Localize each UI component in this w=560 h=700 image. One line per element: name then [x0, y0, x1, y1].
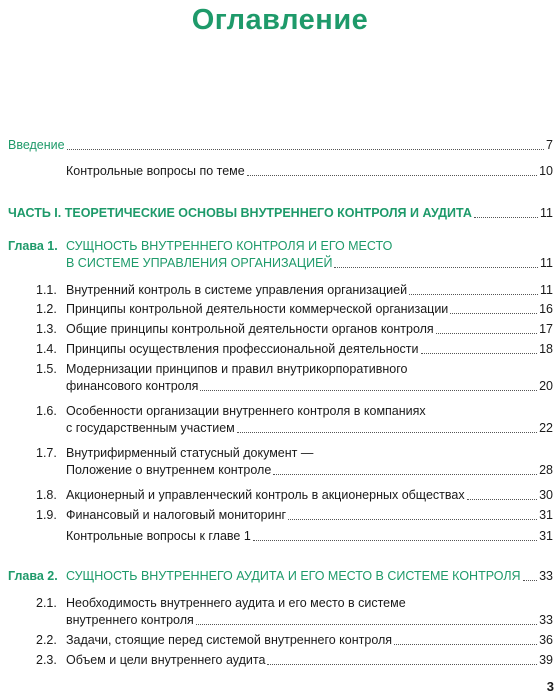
toc-page-number: 36: [539, 633, 553, 647]
toc-entry-section-1-7-line1[interactable]: [36, 446, 313, 461]
toc-page-number: 30: [539, 488, 553, 502]
toc-entry-chapter-2[interactable]: [66, 569, 553, 584]
section-number: 1.1.: [36, 283, 57, 297]
toc-entry-section-1-5[interactable]: [66, 379, 553, 394]
toc-entry-label: Контрольные вопросы по теме: [66, 164, 245, 178]
dot-leader: [196, 624, 537, 625]
section-number: 1.6.: [36, 404, 57, 418]
dot-leader: [253, 540, 537, 541]
toc-entry-section-1-3[interactable]: [36, 322, 553, 337]
toc-entry-section-1-6-line1[interactable]: [36, 404, 426, 419]
section-title: Внутренний контроль в системе управления организацией: [66, 283, 408, 297]
section-title-cont: с государственным участием: [66, 421, 235, 435]
toc-entry-section-1-4[interactable]: [36, 342, 553, 357]
toc-entry-section-1-8[interactable]: [36, 488, 553, 503]
toc-entry-section-2-3[interactable]: [36, 653, 553, 668]
toc-entry-label: Введение: [8, 138, 65, 152]
toc-entry-section-2-2[interactable]: [36, 633, 553, 648]
toc-page-number: 7: [546, 138, 553, 152]
chapter-2-title: СУЩНОСТЬ ВНУТРЕННЕГО АУДИТА И ЕГО МЕСТО В СИСТЕМЕ КОНТРОЛЯ: [66, 569, 521, 583]
dot-leader: [200, 390, 537, 391]
toc-page-number: 31: [539, 529, 553, 543]
section-number: 2.3.: [36, 653, 57, 667]
toc-entry-intro[interactable]: [8, 138, 553, 153]
page-title: Оглавление: [191, 4, 369, 36]
toc-page-number: 33: [539, 613, 553, 627]
toc-entry-label: ЧАСТЬ I. ТЕОРЕТИЧЕСКИЕ ОСНОВЫ ВНУТРЕННЕГО КОНТРОЛЯ И АУДИТА: [8, 206, 472, 220]
dot-leader: [237, 432, 537, 433]
chapter-2-label: Глава 2.: [8, 569, 58, 583]
toc-page-number: 39: [539, 653, 553, 667]
section-title: Задачи, стоящие перед системой внутреннего контроля: [66, 633, 393, 647]
section-number: 2.2.: [36, 633, 57, 647]
toc-page-number: 22: [539, 421, 553, 435]
dot-leader: [288, 519, 537, 520]
toc-entry-section-1-7[interactable]: [66, 463, 553, 478]
section-title: Объем и цели внутреннего аудита: [66, 653, 266, 667]
section-title-cont: финансового контроля: [66, 379, 199, 393]
section-title: Общие принципы контрольной деятельности органов контроля: [66, 322, 434, 336]
dot-leader: [334, 267, 538, 268]
toc-page-number: 11: [540, 206, 553, 220]
dot-leader: [409, 294, 538, 295]
toc-entry-section-1-6[interactable]: [66, 421, 553, 436]
section-title-cont: Положение о внутреннем контроле: [66, 463, 272, 477]
toc-entry-chapter-1-questions[interactable]: [66, 529, 553, 544]
dot-leader: [523, 580, 538, 581]
section-title: Модернизации принципов и правил внутрикорпоративного: [66, 362, 408, 376]
dot-leader: [273, 474, 537, 475]
section-number: 1.8.: [36, 488, 57, 502]
toc-entry-section-1-1[interactable]: [36, 283, 553, 298]
toc-page-number: 17: [539, 322, 553, 336]
toc-entry-section-2-1[interactable]: [66, 613, 553, 628]
section-title: Принципы контрольной деятельности коммерческой организации: [66, 302, 449, 316]
dot-leader: [474, 217, 538, 218]
section-title: Особенности организации внутреннего контроля в компаниях: [66, 404, 426, 418]
toc-page-number: 28: [539, 463, 553, 477]
toc-page-number: 20: [539, 379, 553, 393]
section-title: Внутрифирменный статусный документ —: [66, 446, 314, 460]
section-number: 1.5.: [36, 362, 57, 376]
section-number: 1.7.: [36, 446, 57, 460]
section-number: 1.4.: [36, 342, 57, 356]
section-number: 1.9.: [36, 508, 57, 522]
toc-page-number: 18: [539, 342, 553, 356]
page-number: 3: [546, 679, 554, 694]
dot-leader: [436, 333, 537, 334]
dot-leader: [467, 499, 538, 500]
section-number: 2.1.: [36, 596, 57, 610]
section-number: 1.2.: [36, 302, 57, 316]
toc-entry-section-1-2[interactable]: [36, 302, 553, 317]
chapter-1-label: Глава 1.: [8, 239, 58, 253]
toc-entry-section-1-5-line1[interactable]: [36, 362, 407, 377]
toc-page-number: 16: [539, 302, 553, 316]
toc-entry-label: Контрольные вопросы к главе 1: [66, 529, 251, 543]
toc-entry-intro-questions[interactable]: [66, 164, 553, 179]
dot-leader: [67, 149, 544, 150]
toc-page-number: 11: [540, 283, 553, 297]
chapter-1-title-line1[interactable]: СУЩНОСТЬ ВНУТРЕННЕГО КОНТРОЛЯ И ЕГО МЕСТО: [66, 239, 393, 253]
toc-entry-part-1[interactable]: [8, 206, 553, 221]
section-title-cont: внутреннего контроля: [66, 613, 194, 627]
dot-leader: [421, 353, 538, 354]
toc-page-number: 31: [539, 508, 553, 522]
section-number: 1.3.: [36, 322, 57, 336]
dot-leader: [394, 644, 537, 645]
chapter-1-title-line2: В СИСТЕМЕ УПРАВЛЕНИЯ ОРГАНИЗАЦИЕЙ: [66, 256, 333, 270]
toc-page-number: 10: [539, 164, 553, 178]
section-title: Необходимость внутреннего аудита и его место в системе: [66, 596, 406, 610]
toc-page-number: 11: [540, 256, 553, 270]
section-title: Финансовый и налоговый мониторинг: [66, 508, 287, 522]
toc-page-number: 33: [539, 569, 553, 583]
dot-leader: [267, 664, 537, 665]
toc-entry-section-2-1-line1[interactable]: [36, 596, 406, 611]
toc-entry-section-1-9[interactable]: [36, 508, 553, 523]
dot-leader: [450, 313, 537, 314]
toc-entry-chapter-1[interactable]: [66, 256, 553, 271]
dot-leader: [247, 175, 537, 176]
section-title: Принципы осуществления профессиональной деятельности: [66, 342, 419, 356]
section-title: Акционерный и управленческий контроль в акционерных обществах: [66, 488, 465, 502]
